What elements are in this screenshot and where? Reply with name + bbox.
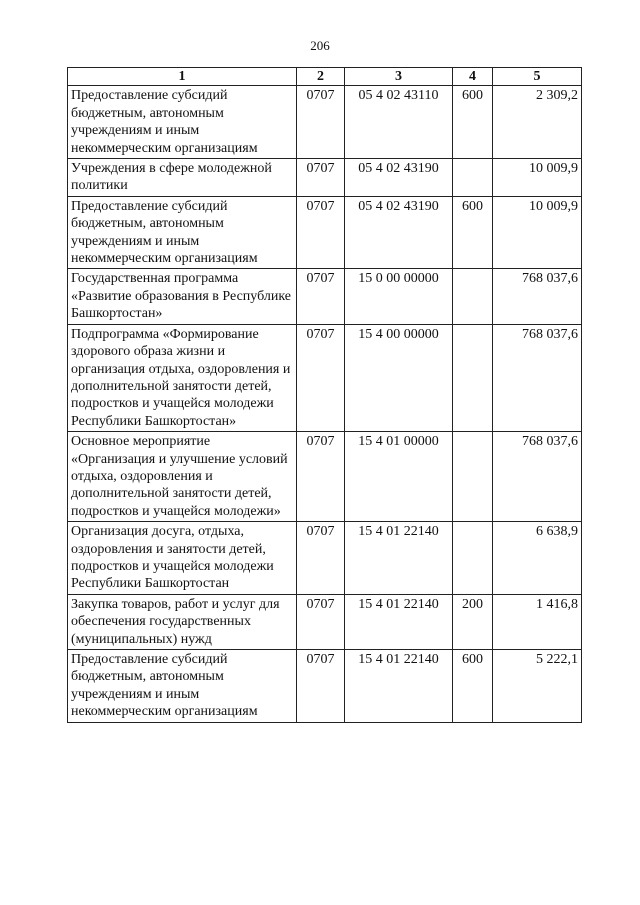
row-section-cell: 0707 — [297, 159, 345, 197]
row-target-cell: 15 4 01 22140 — [345, 594, 453, 649]
row-name-cell: Основное мероприятие «Организация и улучшение условий отдыха, оздоровления и дополнительной занятости детей, подростков и учащейся молодежи» — [68, 432, 297, 522]
column-header-5: 5 — [493, 68, 582, 86]
table-row — [68, 159, 582, 197]
column-header-3: 3 — [345, 68, 453, 86]
row-target-cell: 15 4 00 00000 — [345, 324, 453, 431]
row-section-cell: 0707 — [297, 650, 345, 723]
table-row — [68, 196, 582, 269]
row-section-cell: 0707 — [297, 324, 345, 431]
row-amount-cell: 5 222,1 — [493, 650, 582, 723]
row-amount-cell: 6 638,9 — [493, 522, 582, 595]
row-name-cell: Учреждения в сфере молодежной политики — [68, 159, 297, 197]
table-row — [68, 594, 582, 649]
table-row — [68, 432, 582, 522]
row-target-cell: 15 0 00 00000 — [345, 269, 453, 324]
table-row — [68, 86, 582, 159]
row-target-cell: 05 4 02 43190 — [345, 159, 453, 197]
table-row — [68, 269, 582, 324]
row-target-cell: 05 4 02 43190 — [345, 196, 453, 269]
row-expense-type-cell — [453, 432, 493, 522]
row-target-cell: 15 4 01 22140 — [345, 650, 453, 723]
table-row — [68, 650, 582, 723]
row-name-cell: Организация досуга, отдыха, оздоровления и занятости детей, подростков и учащейся молодежи Республики Башкортостан — [68, 522, 297, 595]
column-header-4: 4 — [453, 68, 493, 86]
row-section-cell: 0707 — [297, 522, 345, 595]
row-name-cell: Государственная программа «Развитие образования в Республике Башкортостан» — [68, 269, 297, 324]
row-target-cell: 15 4 01 00000 — [345, 432, 453, 522]
row-expense-type-cell — [453, 269, 493, 324]
row-section-cell: 0707 — [297, 196, 345, 269]
row-name-cell: Предоставление субсидий бюджетным, автономным учреждениям и иным некоммерческим организациям — [68, 196, 297, 269]
row-expense-type-cell: 600 — [453, 86, 493, 159]
page-number: 206 — [310, 38, 330, 53]
row-expense-type-cell — [453, 522, 493, 595]
row-expense-type-cell — [453, 159, 493, 197]
row-amount-cell: 10 009,9 — [493, 159, 582, 197]
row-section-cell: 0707 — [297, 432, 345, 522]
row-name-cell: Предоставление субсидий бюджетным, автономным учреждениям и иным некоммерческим организациям — [68, 86, 297, 159]
row-amount-cell: 2 309,2 — [493, 86, 582, 159]
row-name-cell: Закупка товаров, работ и услуг для обеспечения государственных (муниципальных) нужд — [68, 594, 297, 649]
row-name-cell: Предоставление субсидий бюджетным, автономным учреждениям и иным некоммерческим организациям — [68, 650, 297, 723]
table-header-row — [68, 68, 582, 86]
column-header-1: 1 — [68, 68, 297, 86]
row-amount-cell: 768 037,6 — [493, 432, 582, 522]
row-expense-type-cell: 200 — [453, 594, 493, 649]
row-expense-type-cell — [453, 324, 493, 431]
row-target-cell: 05 4 02 43110 — [345, 86, 453, 159]
row-amount-cell: 1 416,8 — [493, 594, 582, 649]
row-target-cell: 15 4 01 22140 — [345, 522, 453, 595]
table-row — [68, 522, 582, 595]
row-expense-type-cell: 600 — [453, 196, 493, 269]
row-section-cell: 0707 — [297, 269, 345, 324]
row-section-cell: 0707 — [297, 86, 345, 159]
row-section-cell: 0707 — [297, 594, 345, 649]
row-expense-type-cell: 600 — [453, 650, 493, 723]
column-header-2: 2 — [297, 68, 345, 86]
row-amount-cell: 10 009,9 — [493, 196, 582, 269]
table-row — [68, 324, 582, 431]
row-name-cell: Подпрограмма «Формирование здорового образа жизни и организация отдыха, оздоровления и дополнительной занятости детей, подростков и учащейся молодежи Республики Башкортостан» — [68, 324, 297, 431]
row-amount-cell: 768 037,6 — [493, 269, 582, 324]
budget-table — [67, 67, 582, 723]
row-amount-cell: 768 037,6 — [493, 324, 582, 431]
